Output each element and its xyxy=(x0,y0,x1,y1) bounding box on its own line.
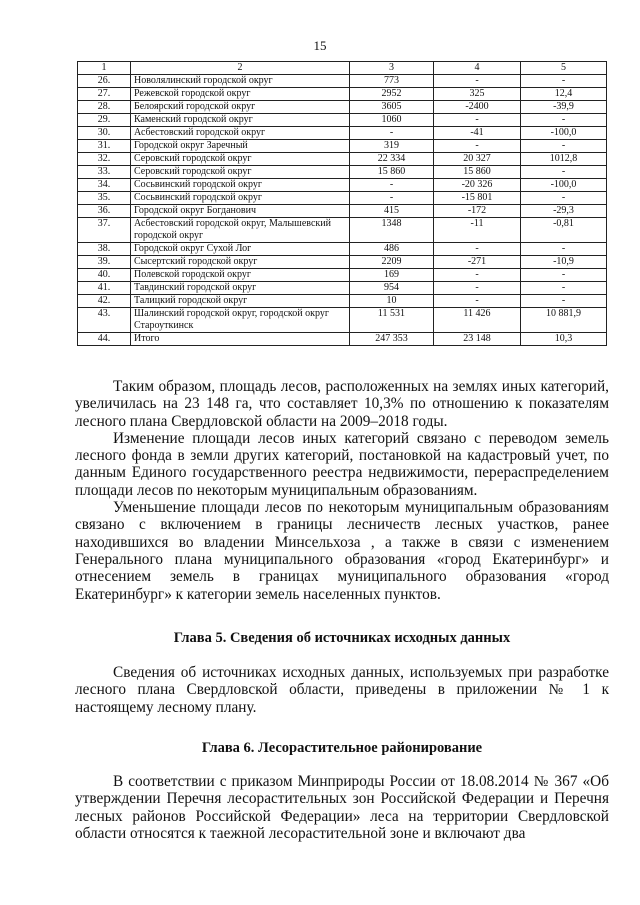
table-row xyxy=(78,127,607,140)
table-cell: 38. xyxy=(78,243,131,256)
table-cell: - xyxy=(521,114,607,127)
table-cell: - xyxy=(434,114,521,127)
table-cell: - xyxy=(521,140,607,153)
table-cell: - xyxy=(350,127,434,140)
table-cell: - xyxy=(434,140,521,153)
paragraph: Сведения об источниках исходных данных, используемых при разработке лесного плана Свердловской области, приведены в приложении № 1 к настоящему лесному плану. xyxy=(75,664,609,716)
table-row xyxy=(78,140,607,153)
table-cell: Серовский городской округ xyxy=(131,153,350,166)
table-cell: 247 353 xyxy=(350,333,434,346)
table-cell: 773 xyxy=(350,75,434,88)
paragraph: Уменьшение площади лесов по некоторым муниципальным образованиям связано с включением в границы лесничеств лесных участков, ранее находившихся во владении Минсельхоза , а также в связи с изменением Генерального плана муниципального образования «город Екатеринбург» и отнесением земель в границах муниципального образования «город Екатеринбург» к категории земель населенных пунктов. xyxy=(75,499,609,603)
paragraph: Изменение площади лесов иных категорий связано с переводом земель лесного фонда в земли других категорий, постановкой на кадастровый учет, по данным Единого государственного реестра недвижимости, перераспределением площади лесов по некоторым муниципальным образованиям. xyxy=(75,429,609,499)
table-cell: 486 xyxy=(350,243,434,256)
chapter-5-text xyxy=(75,664,609,716)
table-cell: - xyxy=(521,295,607,308)
table-cell: - xyxy=(434,75,521,88)
table-cell: 35. xyxy=(78,192,131,205)
table-cell: 3605 xyxy=(350,101,434,114)
table-cell: Городской округ Богданович xyxy=(131,205,350,218)
table-cell: 2209 xyxy=(350,256,434,269)
table-row xyxy=(78,205,607,218)
table-cell: - xyxy=(521,269,607,282)
header-cell: 5 xyxy=(521,62,607,75)
table-cell: -39,9 xyxy=(521,101,607,114)
body-text-section xyxy=(75,378,609,603)
table-cell: 40. xyxy=(78,269,131,282)
table-cell: Городской округ Сухой Лог xyxy=(131,243,350,256)
table-cell: 36. xyxy=(78,205,131,218)
table-row xyxy=(78,295,607,308)
table-cell: 33. xyxy=(78,166,131,179)
table-row xyxy=(78,88,607,101)
table-cell: - xyxy=(521,243,607,256)
table-cell: -100,0 xyxy=(521,127,607,140)
table-cell: - xyxy=(350,192,434,205)
table-cell: 415 xyxy=(350,205,434,218)
paragraph: Таким образом, площадь лесов, расположенных на землях иных категорий, увеличилась на 23 148 га, что составляет 10,3% по отношению к показателям лесного плана Свердловской области на 2009–2018 годы. xyxy=(75,378,609,430)
chapter-6-heading: Глава 6. Лесорастительное районирование xyxy=(201,740,483,756)
table-cell: Серовский городской округ xyxy=(131,166,350,179)
table-cell: Сосьвинский городской округ xyxy=(131,192,350,205)
table-cell: 1348 xyxy=(350,218,434,243)
table-cell: 30. xyxy=(78,127,131,140)
table-cell: Шалинский городской округ, городской округ Староуткинск xyxy=(131,308,350,333)
forest-area-table xyxy=(77,61,607,346)
table-cell: 1060 xyxy=(350,114,434,127)
table-cell: 1012,8 xyxy=(521,153,607,166)
table-cell: 319 xyxy=(350,140,434,153)
table-row xyxy=(78,166,607,179)
table-cell: 10,3 xyxy=(521,333,607,346)
table-row xyxy=(78,75,607,88)
table-cell: - xyxy=(434,269,521,282)
table-cell: 10 881,9 xyxy=(521,308,607,333)
table-cell: - xyxy=(434,243,521,256)
table-cell: Сосьвинский городской округ xyxy=(131,179,350,192)
table-row xyxy=(78,192,607,205)
table-cell: 26. xyxy=(78,75,131,88)
table-body xyxy=(78,62,607,346)
table-cell: Сысертский городской округ xyxy=(131,256,350,269)
table-cell: -11 xyxy=(434,218,521,243)
header-cell: 1 xyxy=(78,62,131,75)
table-cell: 31. xyxy=(78,140,131,153)
table-cell: 169 xyxy=(350,269,434,282)
table-cell: Тавдинский городской округ xyxy=(131,282,350,295)
table-cell: 44. xyxy=(78,333,131,346)
table-cell: 41. xyxy=(78,282,131,295)
header-cell: 3 xyxy=(350,62,434,75)
table-cell: - xyxy=(521,282,607,295)
table-cell: 10 xyxy=(350,295,434,308)
table-cell: 12,4 xyxy=(521,88,607,101)
table-cell: -15 801 xyxy=(434,192,521,205)
table-row xyxy=(78,243,607,256)
table-cell: - xyxy=(521,75,607,88)
table-cell: -20 326 xyxy=(434,179,521,192)
table-cell: Асбестовский городской округ, Малышевский городской округ xyxy=(131,218,350,243)
table-cell: 34. xyxy=(78,179,131,192)
table-cell: -271 xyxy=(434,256,521,269)
table-row xyxy=(78,256,607,269)
table-cell: 28. xyxy=(78,101,131,114)
table-cell: 32. xyxy=(78,153,131,166)
chapter-6-text xyxy=(75,773,609,842)
table-cell: 39. xyxy=(78,256,131,269)
table-row xyxy=(78,179,607,192)
table-cell: -29,3 xyxy=(521,205,607,218)
paragraph: В соответствии с приказом Минприроды России от 18.08.2014 № 367 «Об утверждении Перечня лесорастительных зон Российской Федерации и Перечня лесных районов Российской Федерации» леса на территории Свердловской области относятся к таежной лесорастительной зоне и включают два xyxy=(75,773,609,842)
table-cell: 11 426 xyxy=(434,308,521,333)
table-cell: Режевской городской округ xyxy=(131,88,350,101)
table-cell: Полевской городской округ xyxy=(131,269,350,282)
table-cell: 11 531 xyxy=(350,308,434,333)
table-cell: Городской округ Заречный xyxy=(131,140,350,153)
table-cell: -10,9 xyxy=(521,256,607,269)
table-cell: 15 860 xyxy=(350,166,434,179)
table-cell: 20 327 xyxy=(434,153,521,166)
table-row xyxy=(78,333,607,346)
table-cell: Белоярский городской округ xyxy=(131,101,350,114)
table-cell: Новолялинский городской округ xyxy=(131,75,350,88)
table-cell: - xyxy=(434,282,521,295)
table-cell: - xyxy=(350,179,434,192)
table-cell: 2952 xyxy=(350,88,434,101)
chapter-5-heading: Глава 5. Сведения об источниках исходных данных xyxy=(173,630,511,646)
table-cell: Асбестовский городской округ xyxy=(131,127,350,140)
table-row xyxy=(78,101,607,114)
table-cell: 29. xyxy=(78,114,131,127)
table-row xyxy=(78,269,607,282)
table-header-row xyxy=(78,62,607,75)
table-cell: -100,0 xyxy=(521,179,607,192)
table-row xyxy=(78,282,607,295)
table-cell: 954 xyxy=(350,282,434,295)
page-number: 15 xyxy=(313,38,327,53)
header-cell: 2 xyxy=(131,62,350,75)
table-cell: -2400 xyxy=(434,101,521,114)
table-cell: - xyxy=(521,166,607,179)
table-cell: -172 xyxy=(434,205,521,218)
header-cell: 4 xyxy=(434,62,521,75)
table-cell: 23 148 xyxy=(434,333,521,346)
table-row xyxy=(78,114,607,127)
table-row xyxy=(78,308,607,333)
table-cell: Итого xyxy=(131,333,350,346)
table-cell: - xyxy=(434,295,521,308)
table-cell: 22 334 xyxy=(350,153,434,166)
table-cell: Талицкий городской округ xyxy=(131,295,350,308)
table-cell: -41 xyxy=(434,127,521,140)
table-cell: 43. xyxy=(78,308,131,333)
table-cell: 325 xyxy=(434,88,521,101)
table-cell: -0,81 xyxy=(521,218,607,243)
table-row xyxy=(78,218,607,243)
table-cell: Каменский городской округ xyxy=(131,114,350,127)
table-row xyxy=(78,153,607,166)
table-cell: 15 860 xyxy=(434,166,521,179)
table-cell: 37. xyxy=(78,218,131,243)
table-cell: 42. xyxy=(78,295,131,308)
table-cell: - xyxy=(521,192,607,205)
table-cell: 27. xyxy=(78,88,131,101)
